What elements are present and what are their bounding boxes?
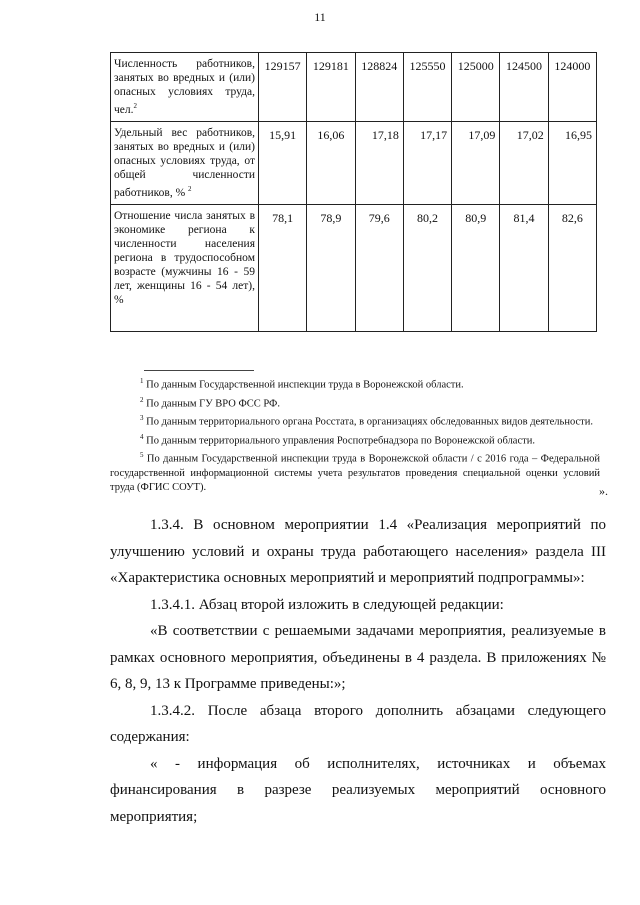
footnote [110, 374, 600, 393]
table-row [111, 53, 597, 122]
footnotes [110, 374, 600, 495]
page-number: 11 [314, 10, 326, 24]
row-label [111, 121, 259, 204]
footnote-number: 2 [140, 395, 144, 404]
footnote [110, 430, 600, 449]
table-cell: 80,2 [403, 204, 451, 331]
paragraph: 1.3.4.2. После абзаца второго дополнить абзацами следующего содержания: [110, 702, 606, 745]
table-cell: 16,95 [548, 121, 596, 204]
table-cell: 79,6 [355, 204, 403, 331]
table-cell: 78,1 [259, 204, 307, 331]
footnote [110, 448, 600, 495]
footnote-ref: 2 [188, 184, 192, 193]
table-cell: 80,9 [452, 204, 500, 331]
table-cell: 17,02 [500, 121, 548, 204]
footnote-text: По данным территориального органа Росстата, в организациях обследованных видов деятельности. [143, 416, 593, 428]
footnote-number: 4 [140, 432, 144, 441]
table-cell: 129181 [307, 53, 355, 122]
paragraph: 1.3.4.1. Абзац второй изложить в следующей редакции: [150, 596, 504, 613]
table-cell: 128824 [355, 53, 403, 122]
row-label-text: Численность работников, занятых во вредных и (или) опасных условиях труда, чел. [114, 58, 255, 116]
table-cell: 125550 [403, 53, 451, 122]
footnote-text: По данным Государственной инспекции труда в Воронежской области / с 2016 года – Федеральной государственной информационной системы учета результатов проведения специальной оценки условий труда (ФГИС СОУТ). [110, 453, 600, 493]
paragraph: «В соответствии с решаемыми задачами мероприятия, реализуемые в рамках основного мероприятия, объединены в 4 раздела. В приложениях № 6, 8, 9, 13 к Программе приведены:»; [110, 623, 606, 692]
footnote-ref: 2 [133, 102, 138, 110]
table-cell: 125000 [452, 53, 500, 122]
footnote-text: По данным ГУ ВРО ФСС РФ. [143, 398, 280, 409]
footnote-text: По данным территориального управления Роспотребнадзора по Воронежской области. [143, 435, 535, 446]
table-cell: 17,09 [452, 121, 500, 204]
table-cell: 82,6 [548, 204, 596, 331]
table-cell: 17,17 [403, 121, 451, 204]
footnote-number: 5 [140, 451, 144, 459]
row-label [111, 53, 259, 122]
table-row [111, 204, 597, 331]
footnote [110, 411, 600, 430]
table-cell: 129157 [259, 53, 307, 122]
table-row [111, 121, 597, 204]
footnote-text: По данным Государственной инспекции труда в Воронежской области. [143, 379, 464, 391]
row-label-text: Отношение числа занятых в экономике региона к численности населения региона в трудоспособном возрасте (мужчины 16 - 59 лет, женщины 16 - 54 лет), % [114, 209, 255, 306]
body-text [110, 512, 606, 830]
table-cell: 124000 [548, 53, 596, 122]
table-cell: 78,9 [307, 204, 355, 331]
footnote-number: 1 [140, 377, 144, 385]
closing-quote: ». [599, 484, 608, 498]
indicators-table [110, 52, 597, 332]
table-cell: 81,4 [500, 204, 548, 331]
footnote-number: 3 [140, 414, 144, 422]
table-cell: 17,18 [355, 121, 403, 204]
row-label [111, 204, 259, 331]
footnote [110, 393, 600, 412]
paragraph: 1.3.4. В основном мероприятии 1.4 «Реализация мероприятий по улучшению условий и охраны труда работающего населения» раздела III «Характеристика основных мероприятий и мероприятий подпрограммы»: [110, 517, 606, 586]
table-cell: 15,91 [259, 121, 307, 204]
row-label-text: Удельный вес работников, занятых во вредных и (или) опасных условиях труда, от общей численности работников, % [114, 126, 255, 199]
table-cell: 124500 [500, 53, 548, 122]
paragraph: « - информация об исполнителях, источниках и объемах финансирования в разрезе реализуемых мероприятий основного мероприятия; [110, 755, 606, 825]
table-cell: 16,06 [307, 121, 355, 204]
footnote-divider [144, 370, 254, 371]
